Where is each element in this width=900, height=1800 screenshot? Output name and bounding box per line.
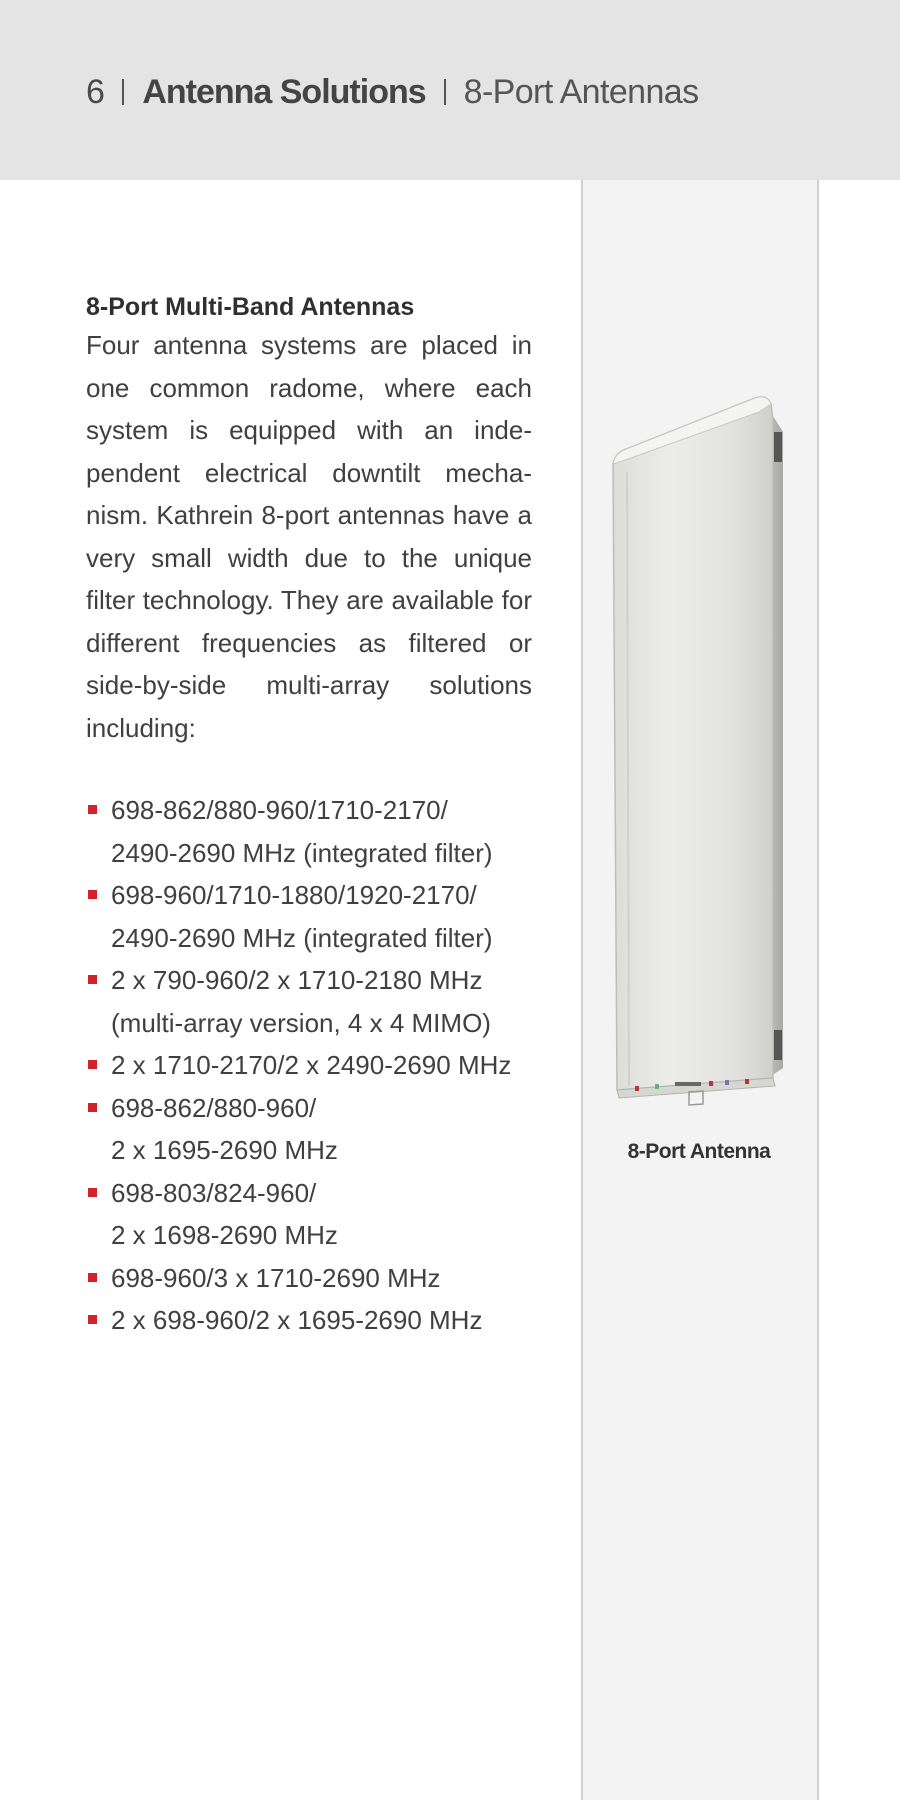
list-item: 2 x 1710-2170/2 x 2490-2690 MHz <box>86 1044 532 1087</box>
bullet-icon <box>88 1315 97 1324</box>
bullet-icon <box>88 805 97 814</box>
bullet-icon <box>88 975 97 984</box>
header-title-line <box>86 68 698 116</box>
list-item: 698-803/824-960/ 2 x 1698-2690 MHz <box>86 1172 532 1257</box>
subsection-title: 8-Port Antennas <box>463 73 699 111</box>
frequency-list <box>86 789 532 1342</box>
header-divider <box>444 79 446 105</box>
antenna-image <box>605 392 795 1108</box>
bullet-icon <box>88 1188 97 1197</box>
list-item: 2 x 698-960/2 x 1695-2690 MHz <box>86 1299 532 1342</box>
list-item: 698-960/1710-1880/1920-2170/ 2490-2690 MHz (integrated filter) <box>86 874 532 959</box>
bullet-icon <box>88 1273 97 1282</box>
list-item: 698-862/880-960/1710-2170/ 2490-2690 MHz (integrated filter) <box>86 789 532 874</box>
bullet-icon <box>88 1060 97 1069</box>
bullet-icon <box>88 890 97 899</box>
list-item: 698-960/3 x 1710-2690 MHz <box>86 1257 532 1300</box>
section-title: Antenna Solutions <box>142 73 426 111</box>
bullet-icon <box>88 1103 97 1112</box>
content-heading: 8-Port Multi-Band Antennas <box>86 293 415 321</box>
main-content <box>86 290 532 1342</box>
list-item: 698-862/880-960/ 2 x 1695-2690 MHz <box>86 1087 532 1172</box>
header-divider <box>122 79 124 105</box>
figure-caption: 8-Port Antenna <box>627 1140 771 1163</box>
list-item: 2 x 790-960/2 x 1710-2180 MHz (multi-array version, 4 x 4 MIMO) <box>86 959 532 1044</box>
page-number: 6 <box>86 73 105 111</box>
page-header <box>0 0 900 180</box>
intro-paragraph: Four antenna systems are placed in one common radome, where each system is equipped with an inde-pendent electrical downtilt mecha-nism. Kathrein 8-port antennas have a very small width due to the unique filter technology. They are available for different frequencies as filtered or side-by-side multi-array solutions including: <box>86 330 532 743</box>
